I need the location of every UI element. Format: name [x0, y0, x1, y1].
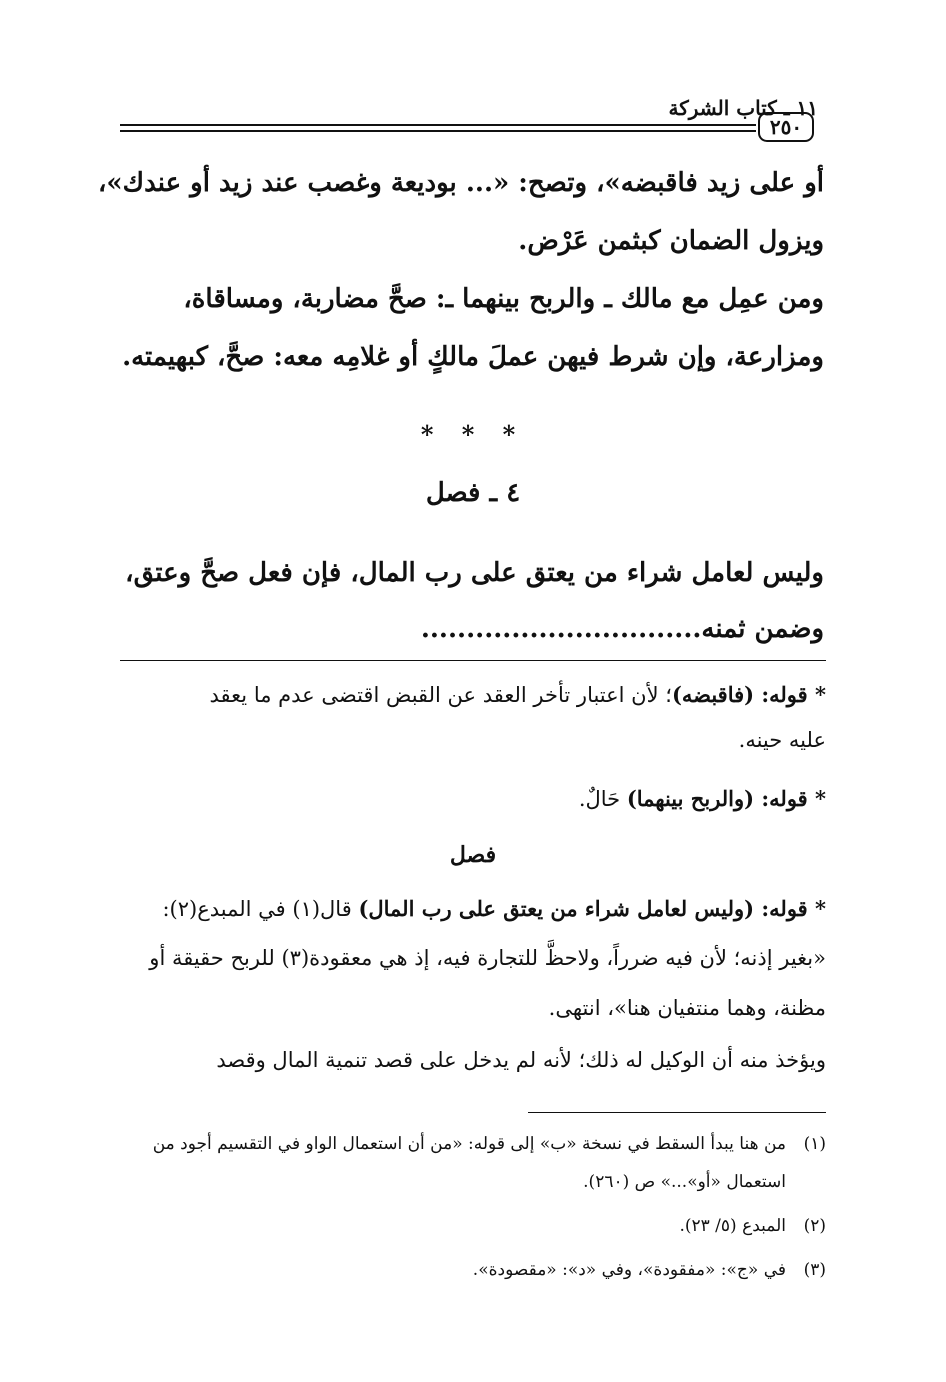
commentary-text: قال(١) في المبدع(٢):: [162, 897, 359, 921]
footnote-text: المبدع (٥/ ٢٣).: [679, 1216, 786, 1236]
commentary-sub-heading: فصل: [449, 842, 497, 868]
commentary-label: * قوله: (وليس لعامل شراء من يعتق على رب المال): [358, 896, 826, 921]
main-text-line: وضمن ثمنه...............................: [420, 614, 824, 644]
footnote-text: من هنا يبدأ السقط في نسخة «ب» إلى قوله: «من أن استعمال الواو في التقسيم أجود من: [152, 1134, 786, 1154]
footnote-divider: [528, 1112, 826, 1113]
page-number: ٢٥٠: [758, 112, 814, 142]
commentary-line: مظنة، وهما منتفيان هنا»، انتهى.: [548, 996, 826, 1020]
commentary-line: ويؤخذ منه أن الوكيل له ذلك؛ لأنه لم يدخل على قصد تنمية المال وقصد: [216, 1048, 826, 1072]
commentary-label: * قوله: (فاقبضه): [671, 682, 826, 707]
commentary-line: [579, 786, 826, 811]
footnote-number: (٣): [803, 1260, 826, 1280]
footnote-text: في «ج»: «مفقودة»، وفي «د»: «مقصودة».: [472, 1260, 786, 1280]
footnote: [679, 1216, 826, 1236]
commentary-divider: [120, 660, 826, 661]
main-text-line: وليس لعامل شراء من يعتق على رب المال، فإن فعل صحَّ وعتق،: [125, 558, 824, 588]
footnote: [153, 1134, 826, 1154]
commentary-line: [210, 682, 826, 707]
main-text-line: أو على زيد فاقبضه»، وتصح: «... بوديعة وغصب عند زيد أو عندك»،: [98, 168, 824, 198]
footnote-number: (١): [803, 1134, 826, 1154]
main-text-line: ومن عمِل مع مالك ـ والربح بينهما ـ: صحَّ مضاربة، ومساقاة،: [183, 284, 824, 314]
footnote: [473, 1260, 826, 1280]
footnote-number: (٢): [803, 1216, 826, 1236]
header-rule-top: [120, 124, 756, 126]
header-rule-bottom: [120, 130, 756, 132]
commentary-label: * قوله: (والربح بينهما): [626, 786, 826, 811]
main-text-line: ويزول الضمان كبثمن عَرْض.: [518, 226, 824, 256]
commentary-text: ؛ لأن اعتبار تأخر العقد عن القبض اقتضى عدم ما يعقد: [209, 683, 672, 707]
commentary-line: عليه حينه.: [738, 728, 826, 752]
commentary-line: [162, 896, 826, 921]
commentary-line: «بغير إذنه؛ لأن فيه ضرراً، ولاحظَّ للتجارة فيه، إذ هي معقودة(٣) للربح حقيقة أو: [149, 946, 826, 970]
footnote-continuation: استعمال «أو»...» ص (٢٦٠).: [583, 1172, 786, 1192]
main-text-line: ومزارعة، وإن شرط فيهن عملَ مالكٍ أو غلامِه معه: صحَّ، كبهيمته.: [122, 342, 824, 372]
commentary-text: حَالٌ.: [578, 787, 627, 811]
running-header-title: ١١ ـ كتاب الشركة: [668, 96, 818, 120]
section-heading: ٤ ـ فصل: [425, 478, 521, 508]
section-separator-stars: * * *: [420, 420, 526, 449]
